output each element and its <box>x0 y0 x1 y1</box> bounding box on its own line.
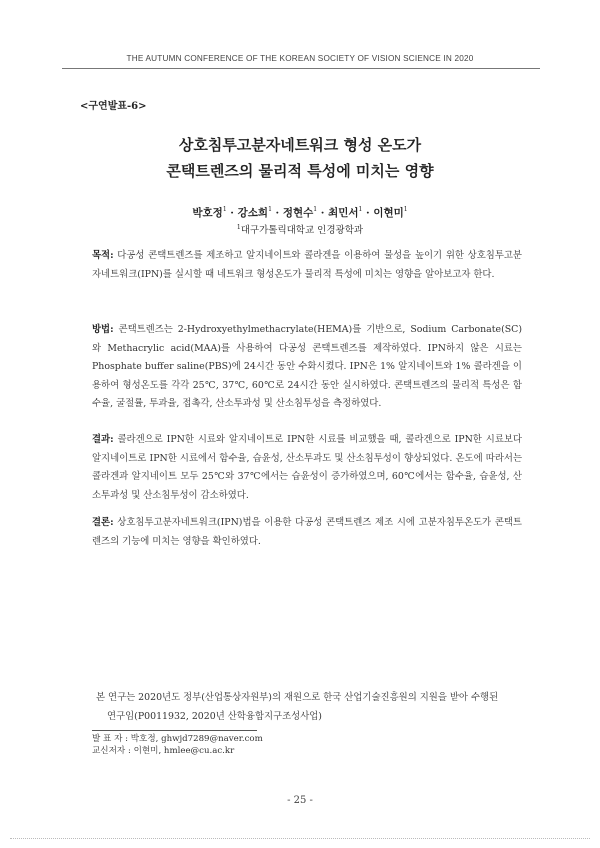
affiliation-marker: 1 <box>313 206 318 213</box>
session-label: <구연발표-6> <box>80 101 147 112</box>
section-text: 콘택트렌즈는 2-Hydroxyethylmethacrylate(HEMA)를 기반으로, Sodium Carbonate(SC) 와 Methacrylic acid(MAA)를 사용하여 다공성 콘택트렌즈를 제작하였다. IPN하지 않은 시료는 Phosphate buffer saline(PBS)에 24시간 동안 수화시켰다. IPN은 1% 알지네이트와 1% 콜라겐을 이용하여 형성온도를 각각 25℃, 37℃, 60℃로 24시간 동안 실시하였다. 콘택트렌즈의 물리적 특성은 함수율, 굴절률, 투과율, 접촉각, 산소투과성 및 산소침투성을 측정하였다. <box>92 324 522 410</box>
presenter-contact: 발 표 자 : 박호정, ghwjd7289@naver.com <box>92 734 263 744</box>
acknowledgement-line-2: 연구임(P0011932, 2020년 산학융합지구조성사업) <box>107 710 322 722</box>
purpose-section <box>92 247 522 284</box>
methods-section <box>92 321 522 414</box>
section-label: 방법: <box>92 324 114 335</box>
author-separator: · <box>271 207 283 219</box>
author-name: 이현미 <box>373 207 404 219</box>
affiliation <box>0 222 600 236</box>
affiliation-text: 대구가톨릭대학교 인경광학과 <box>240 225 364 236</box>
section-text: 다공성 콘택트렌즈를 제조하고 알지네이트와 콜라겐을 이용하여 물성을 높이기 위한 상호침투고분자네트워크(IPN)를 실시할 때 네트워크 형성온도가 물리적 특성에 미치는 영향을 알아보고자 한다. <box>92 250 522 280</box>
affiliation-marker: 1 <box>403 206 408 213</box>
results-section <box>92 431 522 505</box>
bottom-dotted-divider <box>10 838 590 839</box>
acknowledgement <box>96 689 536 726</box>
author-list <box>0 205 600 220</box>
conference-header: THE AUTUMN CONFERENCE OF THE KOREAN SOCIETY OF VISION SCIENCE IN 2020 <box>126 54 474 63</box>
author-name: 박호정 <box>192 207 223 219</box>
section-label: 결과: <box>92 434 114 445</box>
section-label: 목적: <box>92 250 114 261</box>
author-name: 강소희 <box>237 207 269 219</box>
affiliation-marker: 1 <box>268 206 272 213</box>
contact-info <box>92 734 263 757</box>
author-separator: · <box>362 207 374 219</box>
affiliation-marker: 1 <box>358 206 363 213</box>
author-separator: · <box>226 207 238 219</box>
section-text: 콜라겐으로 IPN한 시료와 알지네이트로 IPN한 시료를 비교했을 때, 콜라겐으로 IPN한 시료보다 알지네이트로 IPN한 시료에서 함수율, 습윤성, 산소투과도 및 산소침투성이 향상되었다. 온도에 따라서는 콜라겐과 알지네이트 모두 25℃와 37℃에서는 습윤성이 증가하였으며, 60℃에서는 함수율, 습윤성, 산소투과성 및 산소침투성이 감소하였다. <box>92 434 522 501</box>
section-label: 결론: <box>92 517 114 528</box>
conclusion-section <box>92 514 522 551</box>
affiliation-marker: 1 <box>236 224 241 231</box>
paper-title-line-1: 상호침투고분자네트워크 형성 온도가 <box>178 136 422 154</box>
section-text: 상호침투고분자네트워크(IPN)법을 이용한 다공성 콘택트렌즈 제조 시에 고분자침투온도가 콘택트렌즈의 기능에 미치는 영향을 확인하였다. <box>92 517 522 547</box>
header-divider <box>62 68 540 69</box>
author-separator: · <box>317 207 329 219</box>
acknowledgement-line-1: 본 연구는 2020년도 정부(산업통상자원부)의 재원으로 한국 산업기술진흥원의 지원을 받아 수행된 <box>96 692 499 703</box>
author-name: 최민서 <box>328 207 359 219</box>
affiliation-marker: 1 <box>222 206 227 213</box>
paper-title-line-2: 콘택트렌즈의 물리적 특성에 미치는 영향 <box>166 162 434 180</box>
corresponding-author-contact: 교신저자 : 이현미, hmlee@cu.ac.kr <box>92 745 235 756</box>
author-name: 정현수 <box>282 207 314 219</box>
page-number: - 25 - <box>287 795 313 806</box>
footnote-divider <box>92 730 257 731</box>
